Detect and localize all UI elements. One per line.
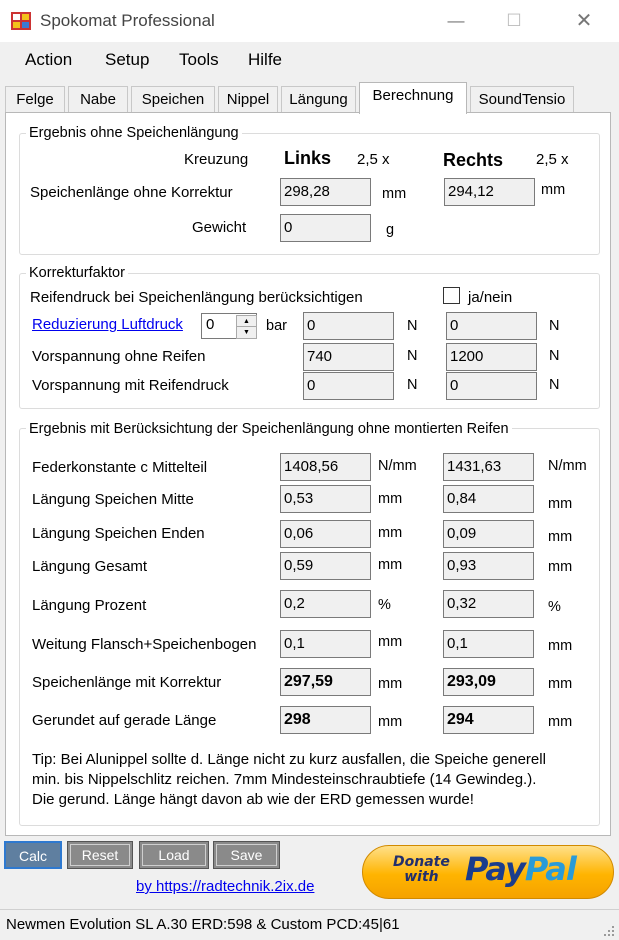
spring-constant-left-field[interactable]: 1408,56 [280, 453, 371, 481]
group3-title: Ergebnis mit Berücksichtung der Speichenlängung ohne montierten Reifen [26, 421, 512, 437]
load-button[interactable] [139, 841, 209, 869]
tire-pressure-label: Reifendruck bei Speichenlängung berücksichtigen [30, 289, 363, 306]
status-bar [0, 909, 619, 940]
elongation-ends-right-field[interactable]: 0,09 [443, 520, 534, 548]
corrected-length-right-field[interactable]: 293,09 [443, 668, 534, 696]
elongation-percent-left-field[interactable]: 0,2 [280, 590, 371, 618]
row-label: Längung Speichen Enden [32, 525, 205, 542]
website-link[interactable]: by https://radtechnik.2ix.de [136, 878, 315, 895]
length-left-field[interactable]: 298,28 [280, 178, 371, 206]
paypal-logo [465, 850, 576, 888]
length-left-unit: mm [382, 186, 407, 202]
elongation-ends-left-field[interactable]: 0,06 [280, 520, 371, 548]
menu-action[interactable]: Action [25, 50, 73, 69]
row-unit-left: mm [378, 491, 403, 507]
length-right-unit: mm [541, 182, 566, 198]
title-bar [0, 0, 619, 42]
checkbox-label: ja/nein [468, 289, 513, 306]
tip-line: min. bis Nippelschlitz reichen. 7mm Mindesteinschraubtiefe (14 Gewindeg.). [32, 771, 537, 788]
pretension-tire-label: Vorspannung mit Reifendruck [32, 377, 229, 394]
row-unit-left: mm [378, 557, 403, 573]
row-unit-left: N/mm [378, 458, 417, 474]
pretension-tire-left-field[interactable]: 0 [303, 372, 394, 400]
elongation-middle-left-field[interactable]: 0,53 [280, 485, 371, 513]
donate-line2: with [404, 869, 439, 885]
reduction-right-unit: N [549, 318, 560, 334]
row-unit-left: mm [378, 714, 403, 730]
row-label: Gerundet auf gerade Länge [32, 712, 217, 729]
rounded-length-left-field[interactable]: 298 [280, 706, 371, 734]
kreuzung-label: Kreuzung [184, 151, 249, 168]
reduction-link[interactable]: Reduzierung Luftdruck [32, 316, 183, 333]
pretension-left-unit: N [407, 348, 418, 364]
row-unit-left: % [378, 597, 391, 613]
window-title: Spokomat Professional [40, 11, 215, 30]
donate-text [393, 855, 450, 885]
reset-button-label: Reset [81, 847, 119, 863]
reduction-right-field[interactable]: 0 [446, 312, 537, 340]
tip-line: Die gerund. Länge hängt davon ab wie der ERD gemessen wurde! [32, 791, 474, 808]
pressure-reduction-spinner[interactable] [201, 313, 257, 339]
pretension-right-unit: N [549, 348, 560, 364]
row-label: Federkonstante c Mittelteil [32, 459, 208, 476]
close-button[interactable]: ✕ [575, 10, 593, 32]
tab-felge[interactable]: Felge [5, 86, 65, 113]
paypal-donate-button[interactable] [362, 845, 614, 899]
tab-nippel[interactable]: Nippel [218, 86, 278, 113]
menu-tools[interactable]: Tools [179, 50, 219, 69]
save-button[interactable] [213, 841, 280, 869]
row-label: Längung Speichen Mitte [32, 491, 194, 508]
row-unit-right: mm [548, 559, 573, 575]
row-label: Speichenlänge mit Korrektur [32, 674, 222, 691]
spinner-value[interactable]: 0 [206, 316, 215, 333]
tab-laengung[interactable]: Längung [281, 86, 356, 113]
links-label: Links [284, 148, 332, 168]
spring-constant-right-field[interactable]: 1431,63 [443, 453, 534, 481]
rechts-label: Rechts [443, 150, 504, 170]
resize-grip-icon[interactable] [603, 925, 615, 937]
pretension-tire-right-unit: N [549, 377, 560, 393]
status-text: Newmen Evolution SL A.30 ERD:598 & Custom PCD:45|61 [6, 916, 400, 933]
donate-line1: Donate [393, 854, 450, 870]
flange-expansion-left-field[interactable]: 0,1 [280, 630, 371, 658]
maximize-button[interactable]: ☐ [506, 11, 522, 30]
pretension-tire-left-unit: N [407, 377, 418, 393]
row-unit-left: mm [378, 676, 403, 692]
save-button-label: Save [230, 847, 263, 863]
row-unit-right: N/mm [548, 458, 587, 474]
rounded-length-right-field[interactable]: 294 [443, 706, 534, 734]
app-icon [11, 12, 31, 30]
row-unit-right: % [548, 599, 561, 615]
menu-hilfe[interactable]: Hilfe [248, 50, 283, 69]
row-unit-right: mm [548, 638, 573, 654]
tire-pressure-checkbox[interactable] [443, 287, 460, 304]
save-button-border [216, 844, 277, 866]
row-unit-right: mm [548, 496, 573, 512]
links-cross: 2,5 x [357, 151, 390, 168]
minimize-button[interactable]: — [447, 11, 465, 30]
corrected-length-left-field[interactable]: 297,59 [280, 668, 371, 696]
menu-bar [0, 42, 619, 78]
load-button-label: Load [158, 847, 190, 863]
tab-nabe[interactable]: Nabe [68, 86, 128, 113]
paypal-logo-pal: Pal [524, 850, 576, 888]
row-label: Weitung Flansch+Speichenbogen [32, 636, 257, 653]
group1-title: Ergebnis ohne Speichenlängung [26, 125, 242, 141]
menu-setup[interactable]: Setup [105, 50, 150, 69]
row-unit-right: mm [548, 676, 573, 692]
pretension-label: Vorspannung ohne Reifen [32, 348, 206, 365]
weight-field[interactable]: 0 [280, 214, 371, 242]
length-without-correction-label: Speichenlänge ohne Korrektur [30, 184, 233, 201]
rechts-cross: 2,5 x [536, 151, 569, 168]
reset-button-border [70, 844, 130, 866]
reset-button[interactable] [67, 841, 133, 869]
tab-berechnung[interactable]: Berechnung [359, 82, 467, 114]
pretension-right-field[interactable]: 1200 [446, 343, 537, 371]
reduction-left-field[interactable]: 0 [303, 312, 394, 340]
elongation-middle-right-field[interactable]: 0,84 [443, 485, 534, 513]
elongation-percent-right-field[interactable]: 0,32 [443, 590, 534, 618]
bar-unit: bar [266, 318, 287, 334]
calc-button[interactable] [4, 841, 62, 869]
load-button-border [142, 844, 206, 866]
tab-soundtensio[interactable]: SoundTensio [470, 86, 574, 113]
length-right-field[interactable]: 294,12 [444, 178, 535, 206]
flange-expansion-right-field[interactable]: 0,1 [443, 630, 534, 658]
elongation-total-right-field[interactable]: 0,93 [443, 552, 534, 580]
row-unit-right: mm [548, 529, 573, 545]
weight-unit: g [386, 222, 395, 238]
elongation-total-left-field[interactable]: 0,59 [280, 552, 371, 580]
paypal-logo-pay: Pay [465, 850, 525, 888]
spin-down-icon[interactable]: ▼ [236, 326, 257, 339]
tab-speichen[interactable]: Speichen [131, 86, 215, 113]
pretension-tire-right-field[interactable]: 0 [446, 372, 537, 400]
row-label: Längung Gesamt [32, 558, 148, 575]
row-unit-left: mm [378, 525, 403, 541]
row-unit-right: mm [548, 714, 573, 730]
group2-title: Korrekturfaktor [26, 265, 128, 281]
pretension-left-field[interactable]: 740 [303, 343, 394, 371]
row-unit-left: mm [378, 634, 403, 650]
row-label: Längung Prozent [32, 597, 147, 614]
tip-line: Tip: Bei Alunippel sollte d. Länge nicht zu kurz ausfallen, die Speiche generell [32, 751, 546, 768]
reduction-left-unit: N [407, 318, 418, 334]
calc-button-label: Calc [18, 848, 47, 864]
weight-label: Gewicht [192, 219, 247, 236]
spin-up-icon[interactable]: ▲ [236, 315, 257, 328]
